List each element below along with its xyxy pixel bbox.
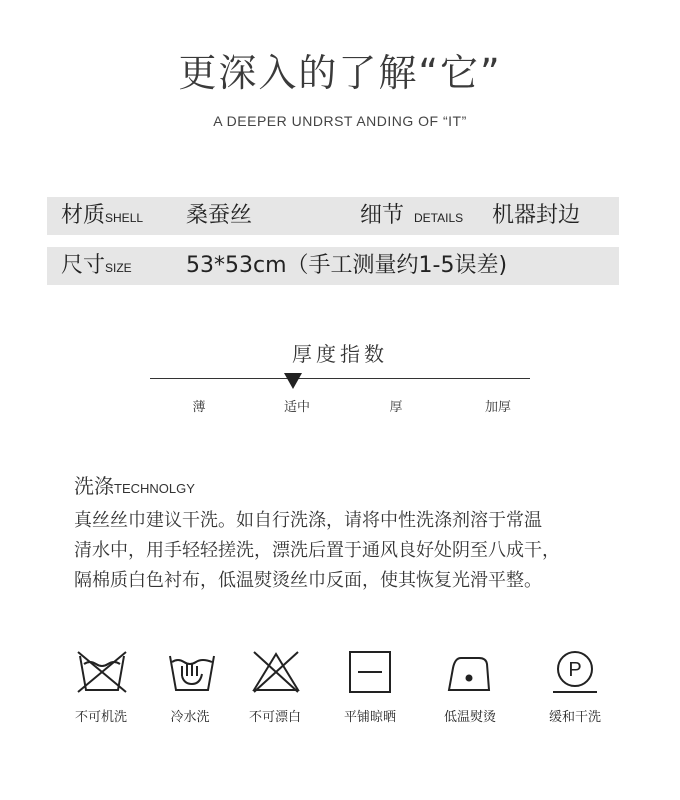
thickness-scale-line — [150, 378, 530, 379]
washing-line: 真丝丝巾建议干洗。如自行洗涤，请将中性洗涤剂溶于常温 — [74, 510, 542, 531]
page-title: 更深入的了解“它” — [178, 51, 502, 95]
page-subtitle: A DEEPER UNDRST ANDING OF “IT” — [213, 113, 467, 129]
size-value: 53*53cm（手工测量约1-5误差) — [186, 253, 508, 278]
thickness-level-extra-thick: 加厚 — [484, 400, 512, 415]
care-label: 不可机洗 — [74, 710, 128, 725]
spec-row-size — [47, 247, 619, 285]
flat-dry-icon — [344, 650, 396, 694]
thickness-marker-icon — [284, 373, 302, 389]
size-label: 尺寸SIZE — [61, 253, 132, 278]
thickness-level-thick: 厚 — [389, 400, 403, 415]
no-machine-wash-icon — [76, 650, 128, 694]
material-label: 材质SHELL — [61, 203, 144, 228]
care-label: 冷水洗 — [170, 710, 210, 725]
thickness-title: 厚度指数 — [292, 342, 388, 366]
thickness-level-medium: 适中 — [283, 400, 311, 415]
spec-row-material — [47, 197, 619, 235]
care-label: 缓和干洗 — [548, 710, 602, 725]
washing-instructions — [74, 506, 634, 596]
dry-clean-p-icon — [549, 650, 601, 694]
washing-line: 隔棉质白色衬布，低温熨烫丝巾反面，使其恢复光滑平整。 — [74, 570, 542, 591]
low-iron-icon — [443, 650, 495, 694]
care-label: 平铺晾晒 — [343, 710, 397, 725]
details-label: 细节 DETAILS — [360, 203, 464, 228]
care-label: 不可漂白 — [248, 710, 302, 725]
care-label: 低温熨烫 — [443, 710, 497, 725]
details-value: 机器封边 — [492, 203, 581, 228]
no-bleach-icon — [250, 650, 302, 694]
washing-line: 清水中，用手轻轻搓洗，漂洗后置于通风良好处阴至八成干， — [74, 540, 560, 561]
material-value: 桑蚕丝 — [186, 203, 253, 228]
thickness-level-thin: 薄 — [192, 400, 206, 415]
cold-hand-wash-icon — [166, 650, 218, 694]
washing-title: 洗涤TECHNOLGY — [74, 474, 195, 498]
svg-text:P: P — [568, 659, 582, 681]
